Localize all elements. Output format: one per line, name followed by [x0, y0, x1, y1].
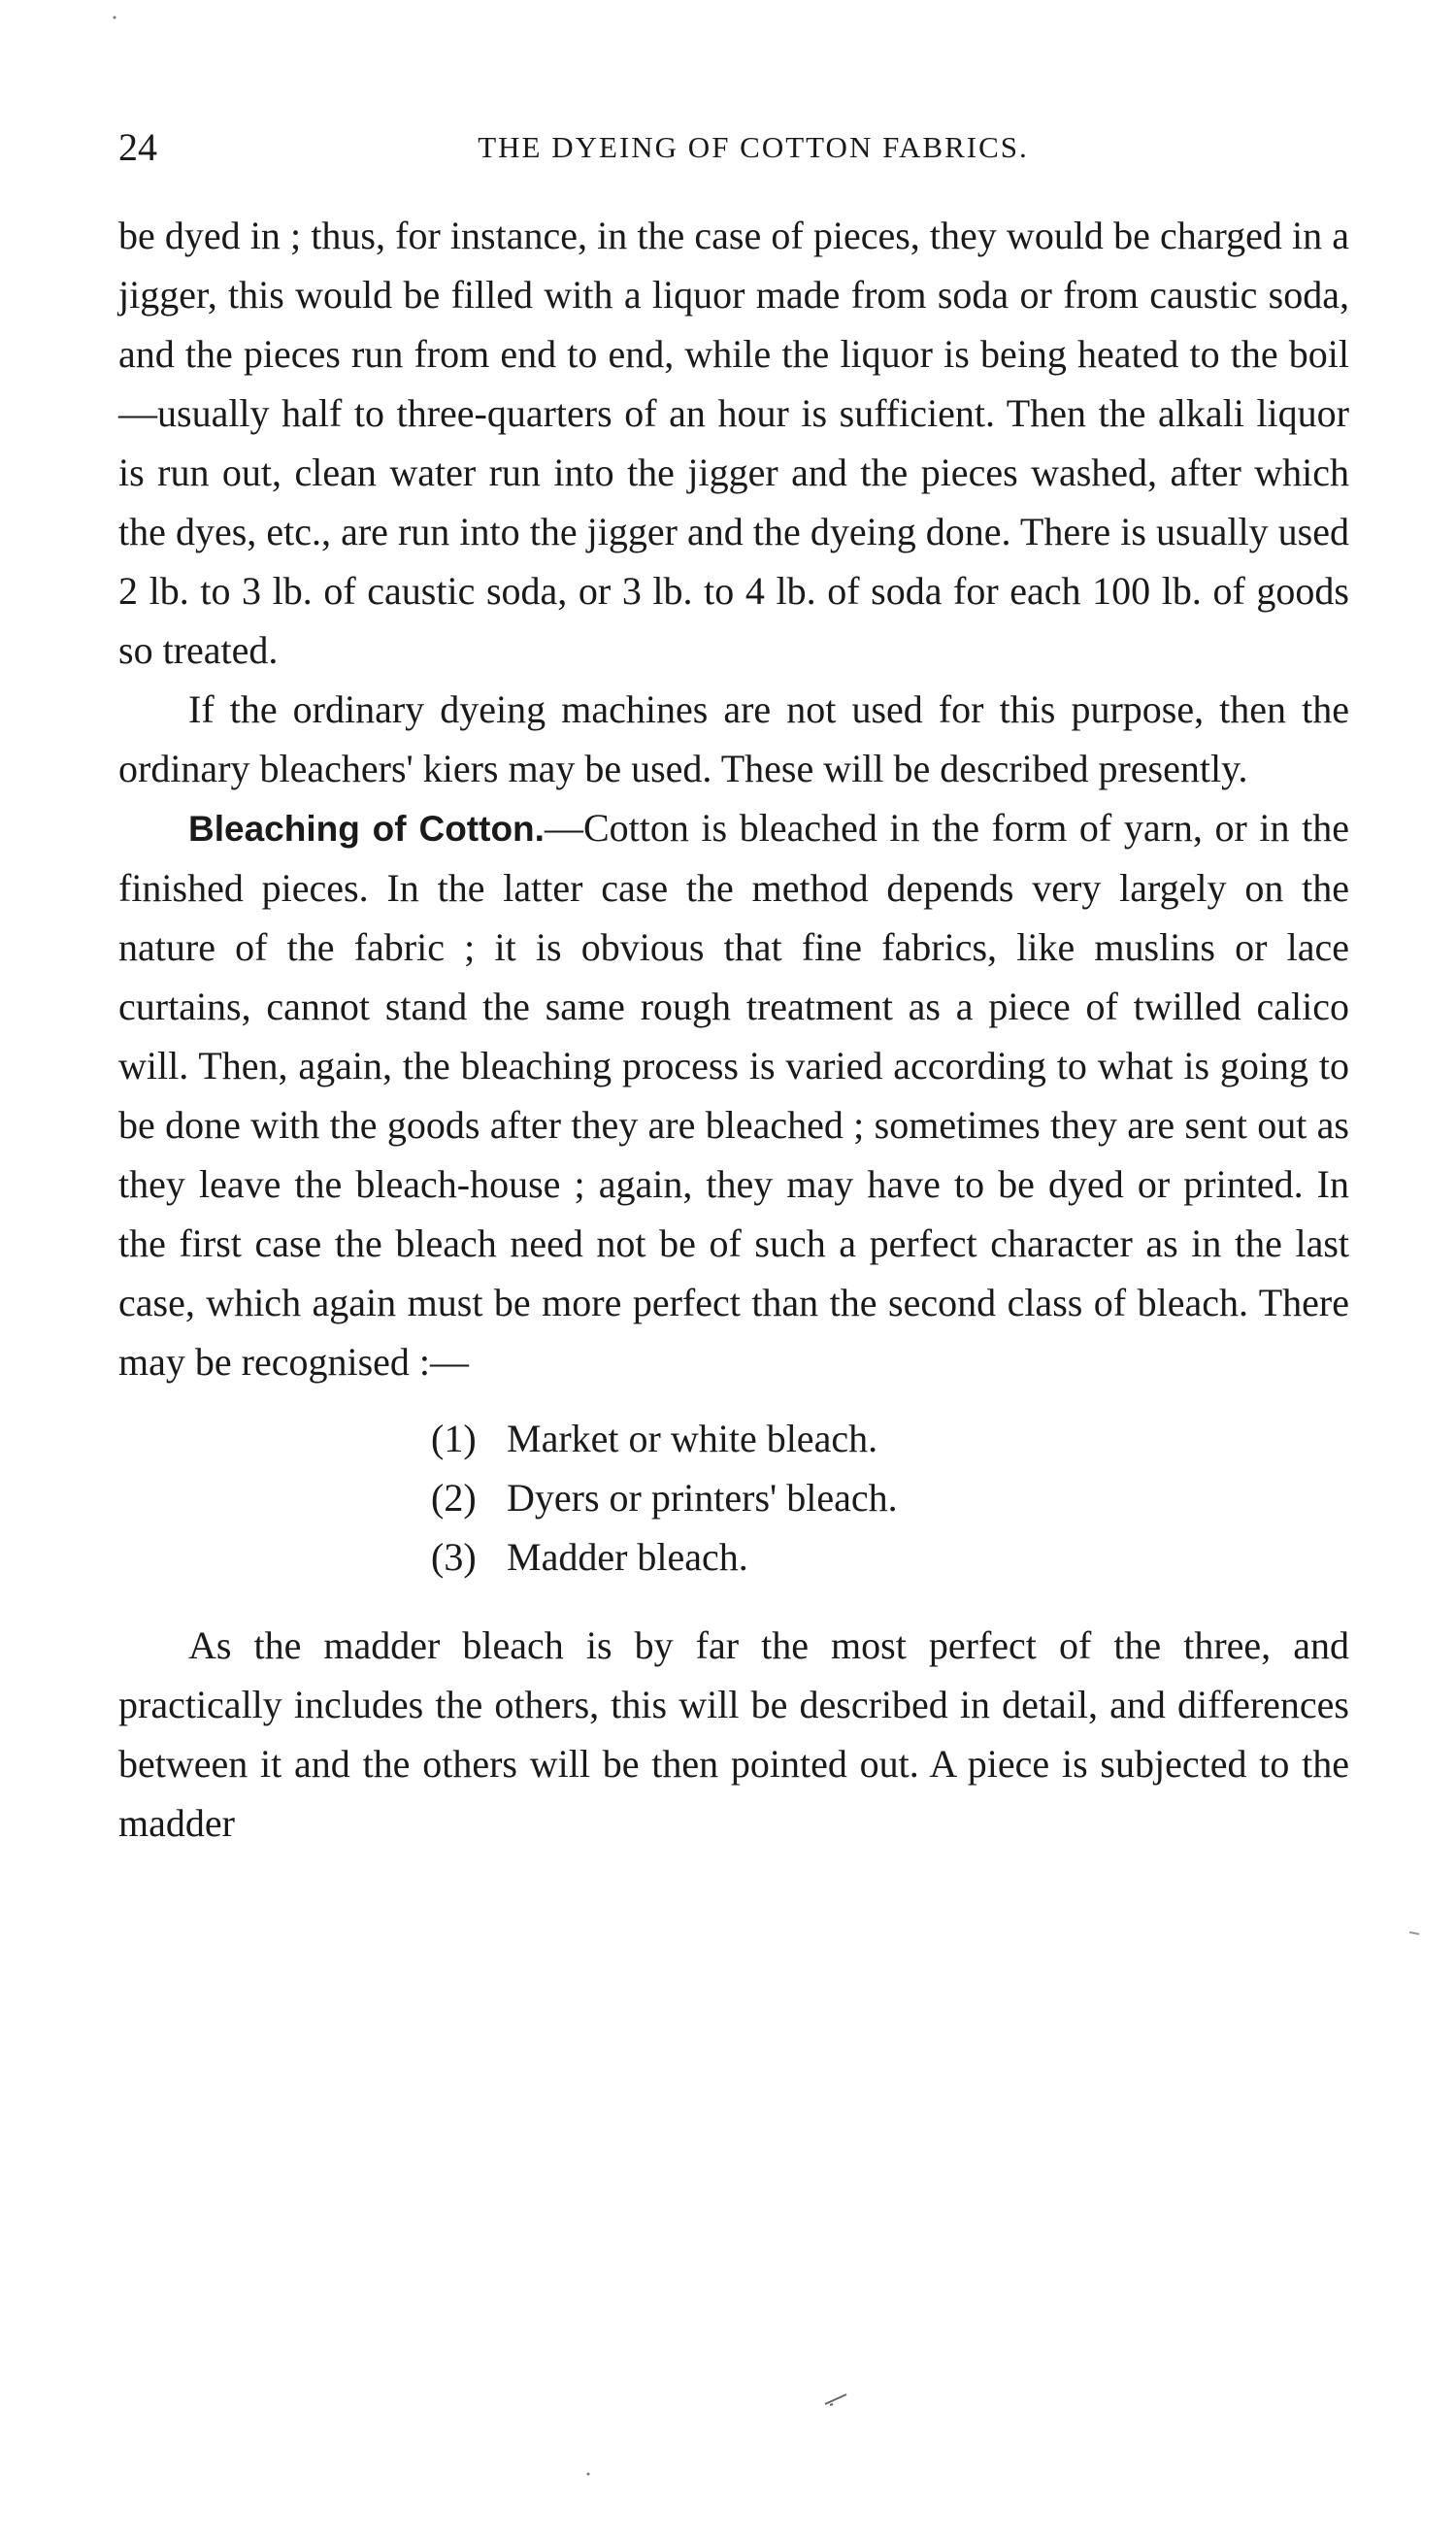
body-text [118, 206, 1349, 1853]
page-number: 24 [118, 125, 157, 169]
list-item [431, 1468, 1349, 1527]
paragraph-continued: be dyed in ; thus, for instance, in the case of pieces, they would be charged in a jigger, this would be filled with a liquor made from soda or from caustic soda, and the pieces run from end to end, while the liquor is being heated to the boil—usually half to three-quarters of an hour is sufficient. Then the alkali liquor is run out, clean water run into the jigger and the pieces washed, after which the dyes, etc., are run into the jigger and the dyeing done. There is usually used 2 lb. to 3 lb. of caustic soda, or 3 lb. to 4 lb. of soda for each 100 lb. of goods so treated. [118, 214, 1349, 672]
running-head [118, 124, 1349, 171]
running-title: THE DYEING OF COTTON FABRICS. [478, 130, 1029, 164]
speck-mark [114, 17, 116, 19]
speck-mark [587, 2473, 590, 2476]
paragraph-dyeing-machines: If the ordinary dyeing machines are not used for this purpose, then the ordinary bleachers' kiers may be used. These will be described presently. [118, 687, 1349, 790]
list-item [431, 1527, 1349, 1587]
list-number: (3) [431, 1535, 477, 1579]
section-body: —Cotton is bleached in the form of yarn, or in the finished pieces. In the latter case the method depends very largely on the nature of the fabric ; it is obvious that fine fabrics, like muslins or lace curtains, cannot stand the same rough treatment as a piece of twilled calico will. Then, again, the bleaching process is varied according to what is going to be done with the goods after they are bleached ; sometimes they are sent out as they leave the bleach-house ; again, they may have to be dyed or printed. In the first case the bleach need not be of such a perfect character as in the last case, which again must be more perfect than the second class of bleach. There may be recognised :— [118, 806, 1349, 1384]
speck-mark [1409, 1932, 1419, 1934]
list-label: Dyers or printers' bleach. [507, 1476, 898, 1520]
paragraph-bleaching-of-cotton [118, 798, 1349, 1391]
list-item [431, 1409, 1349, 1468]
list-label: Market or white bleach. [507, 1417, 878, 1460]
paragraph-madder-bleach: As the madder bleach is by far the most perfect of the three, and practically includes the others, this will be described in detail, and differences between it and the others will be then pointed out. A piece is subjected to the madder [118, 1623, 1349, 1845]
section-heading: Bleaching of Cotton. [188, 809, 545, 849]
list-number: (1) [431, 1417, 477, 1460]
speck-mark [825, 2394, 846, 2405]
bleach-types-list [431, 1409, 1349, 1587]
list-label: Madder bleach. [507, 1535, 748, 1579]
list-number: (2) [431, 1476, 477, 1520]
